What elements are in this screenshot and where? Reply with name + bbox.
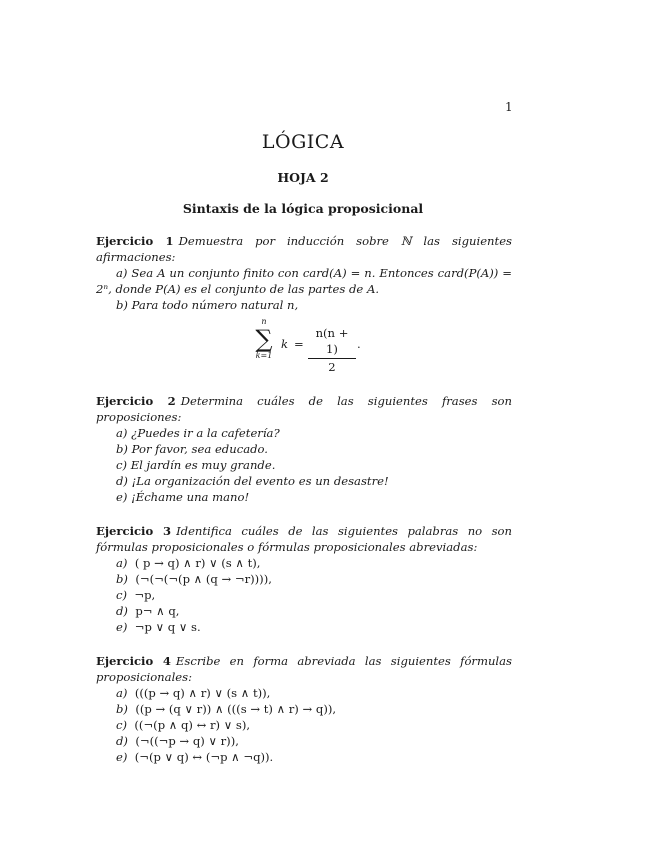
exercise-4-item-e-formula: (¬(p ∨ q) ↔ (¬p ∧ ¬q)). — [134, 750, 274, 764]
formula-period: . — [357, 337, 361, 351]
exercise-3-item-b — [96, 571, 512, 587]
exercise-3-item-d-formula: p¬ ∧ q, — [135, 604, 180, 618]
exercise-4 — [96, 653, 512, 765]
exercise-4-item-a-formula: (((p → q) ∧ r) ∨ (s ∧ t)), — [134, 686, 271, 700]
exercise-1 — [96, 233, 512, 375]
fraction-denominator: 2 — [328, 360, 336, 374]
exercise-2-item-e: e) ¡Échame una mano! — [116, 490, 250, 504]
summation-operator — [252, 317, 276, 361]
exercise-4-item-b — [96, 701, 512, 717]
exercise-4-item-e-tag: e) — [116, 750, 128, 764]
exercise-3-item-e-tag: e) — [116, 620, 128, 634]
exercise-2 — [96, 393, 512, 505]
exercise-4-label: Ejercicio 4 — [96, 654, 171, 668]
exercise-3-label: Ejercicio 3 — [96, 524, 172, 538]
summation-formula — [96, 317, 512, 375]
sigma-symbol: ∑ — [255, 325, 273, 353]
summation-upper-limit: n — [261, 317, 267, 326]
exercise-3-item-a-tag: a) — [116, 556, 128, 570]
exercise-4-item-d-formula: (¬((¬p → q) ∨ r)), — [135, 734, 239, 748]
exercise-3 — [96, 523, 512, 635]
exercise-3-item-d-tag: d) — [116, 604, 128, 618]
document-title: LÓGICA — [261, 131, 345, 153]
exercise-2-item-a: a) ¿Puedes ir a la cafetería? — [116, 426, 280, 440]
exercise-2-item-d: d) ¡La organización del evento es un desastre! — [116, 474, 389, 488]
exercise-3-item-d — [96, 603, 512, 619]
exercise-4-item-a-tag: a) — [116, 686, 128, 700]
section-title: Sintaxis de la lógica proposicional — [182, 201, 424, 216]
exercise-1-label: Ejercicio 1 — [96, 234, 174, 248]
fraction-numerator: n(n + 1) — [308, 325, 356, 359]
exercise-4-header — [96, 653, 512, 685]
exercise-1-item-b: b) Para todo número natural n, — [116, 298, 299, 312]
exercise-4-item-c-formula: ((¬(p ∧ q) ↔ r) ∨ s), — [134, 718, 251, 732]
exercise-4-item-d-tag: d) — [116, 734, 128, 748]
exercise-4-item-b-formula: ((p → (q ∨ r)) ∧ (((s → t) ∧ r) → q)), — [135, 702, 337, 716]
fraction — [308, 325, 356, 375]
exercise-3-item-c-formula: ¬p, — [134, 588, 156, 602]
exercise-3-item-c-tag: c) — [116, 588, 128, 602]
exercise-3-item-c — [96, 587, 512, 603]
exercise-3-item-e-formula: ¬p ∨ q ∨ s. — [134, 620, 201, 634]
exercise-4-item-c — [96, 717, 512, 733]
exercise-3-item-e — [96, 619, 512, 635]
exercise-2-header — [96, 393, 512, 425]
equals-sign: = — [294, 337, 304, 351]
page-number: 1 — [505, 100, 513, 114]
exercise-2-label: Ejercicio 2 — [96, 394, 176, 408]
exercise-3-item-b-tag: b) — [116, 572, 128, 586]
exercise-2-item-b: b) Por favor, sea educado. — [116, 442, 268, 456]
exercise-4-item-b-tag: b) — [116, 702, 128, 716]
exercise-3-item-a-formula: ( p → q) ∧ r) ∨ (s ∧ t), — [134, 556, 261, 570]
exercise-3-item-a — [96, 555, 512, 571]
sheet-subtitle: HOJA 2 — [277, 170, 329, 185]
exercise-3-statement: Identifica cuáles de las siguientes palabras no son fórmulas proposicionales o fórmulas proposicionales abreviadas: — [96, 524, 512, 554]
exercise-4-item-d — [96, 733, 512, 749]
exercise-3-header — [96, 523, 512, 555]
exercise-4-statement: Escribe en forma abreviada las siguientes fórmulas proposicionales: — [96, 654, 513, 684]
exercise-1-header — [96, 233, 512, 265]
exercise-4-item-a — [96, 685, 512, 701]
exercise-4-item-e — [96, 749, 512, 765]
exercise-list — [96, 233, 512, 783]
exercise-2-statement: Determina cuáles de las siguientes frases son proposiciones: — [96, 394, 513, 424]
summation-lower-limit: k=1 — [255, 351, 273, 360]
exercise-4-item-c-tag: c) — [116, 718, 128, 732]
exercise-3-item-b-formula: (¬(¬(¬(p ∧ (q → ¬r)))), — [135, 572, 272, 586]
exercise-1-item-a: a) Sea A un conjunto finito con card(A) = n. Entonces card(P(A)) = 2ⁿ, donde P(A) es el conjunto de las partes de A. — [96, 266, 512, 296]
summation-variable: k — [281, 337, 289, 351]
exercise-1-statement: Demuestra por inducción sobre ℕ las siguientes afirmaciones: — [96, 234, 512, 264]
exercise-2-item-c: c) El jardín es muy grande. — [116, 458, 276, 472]
